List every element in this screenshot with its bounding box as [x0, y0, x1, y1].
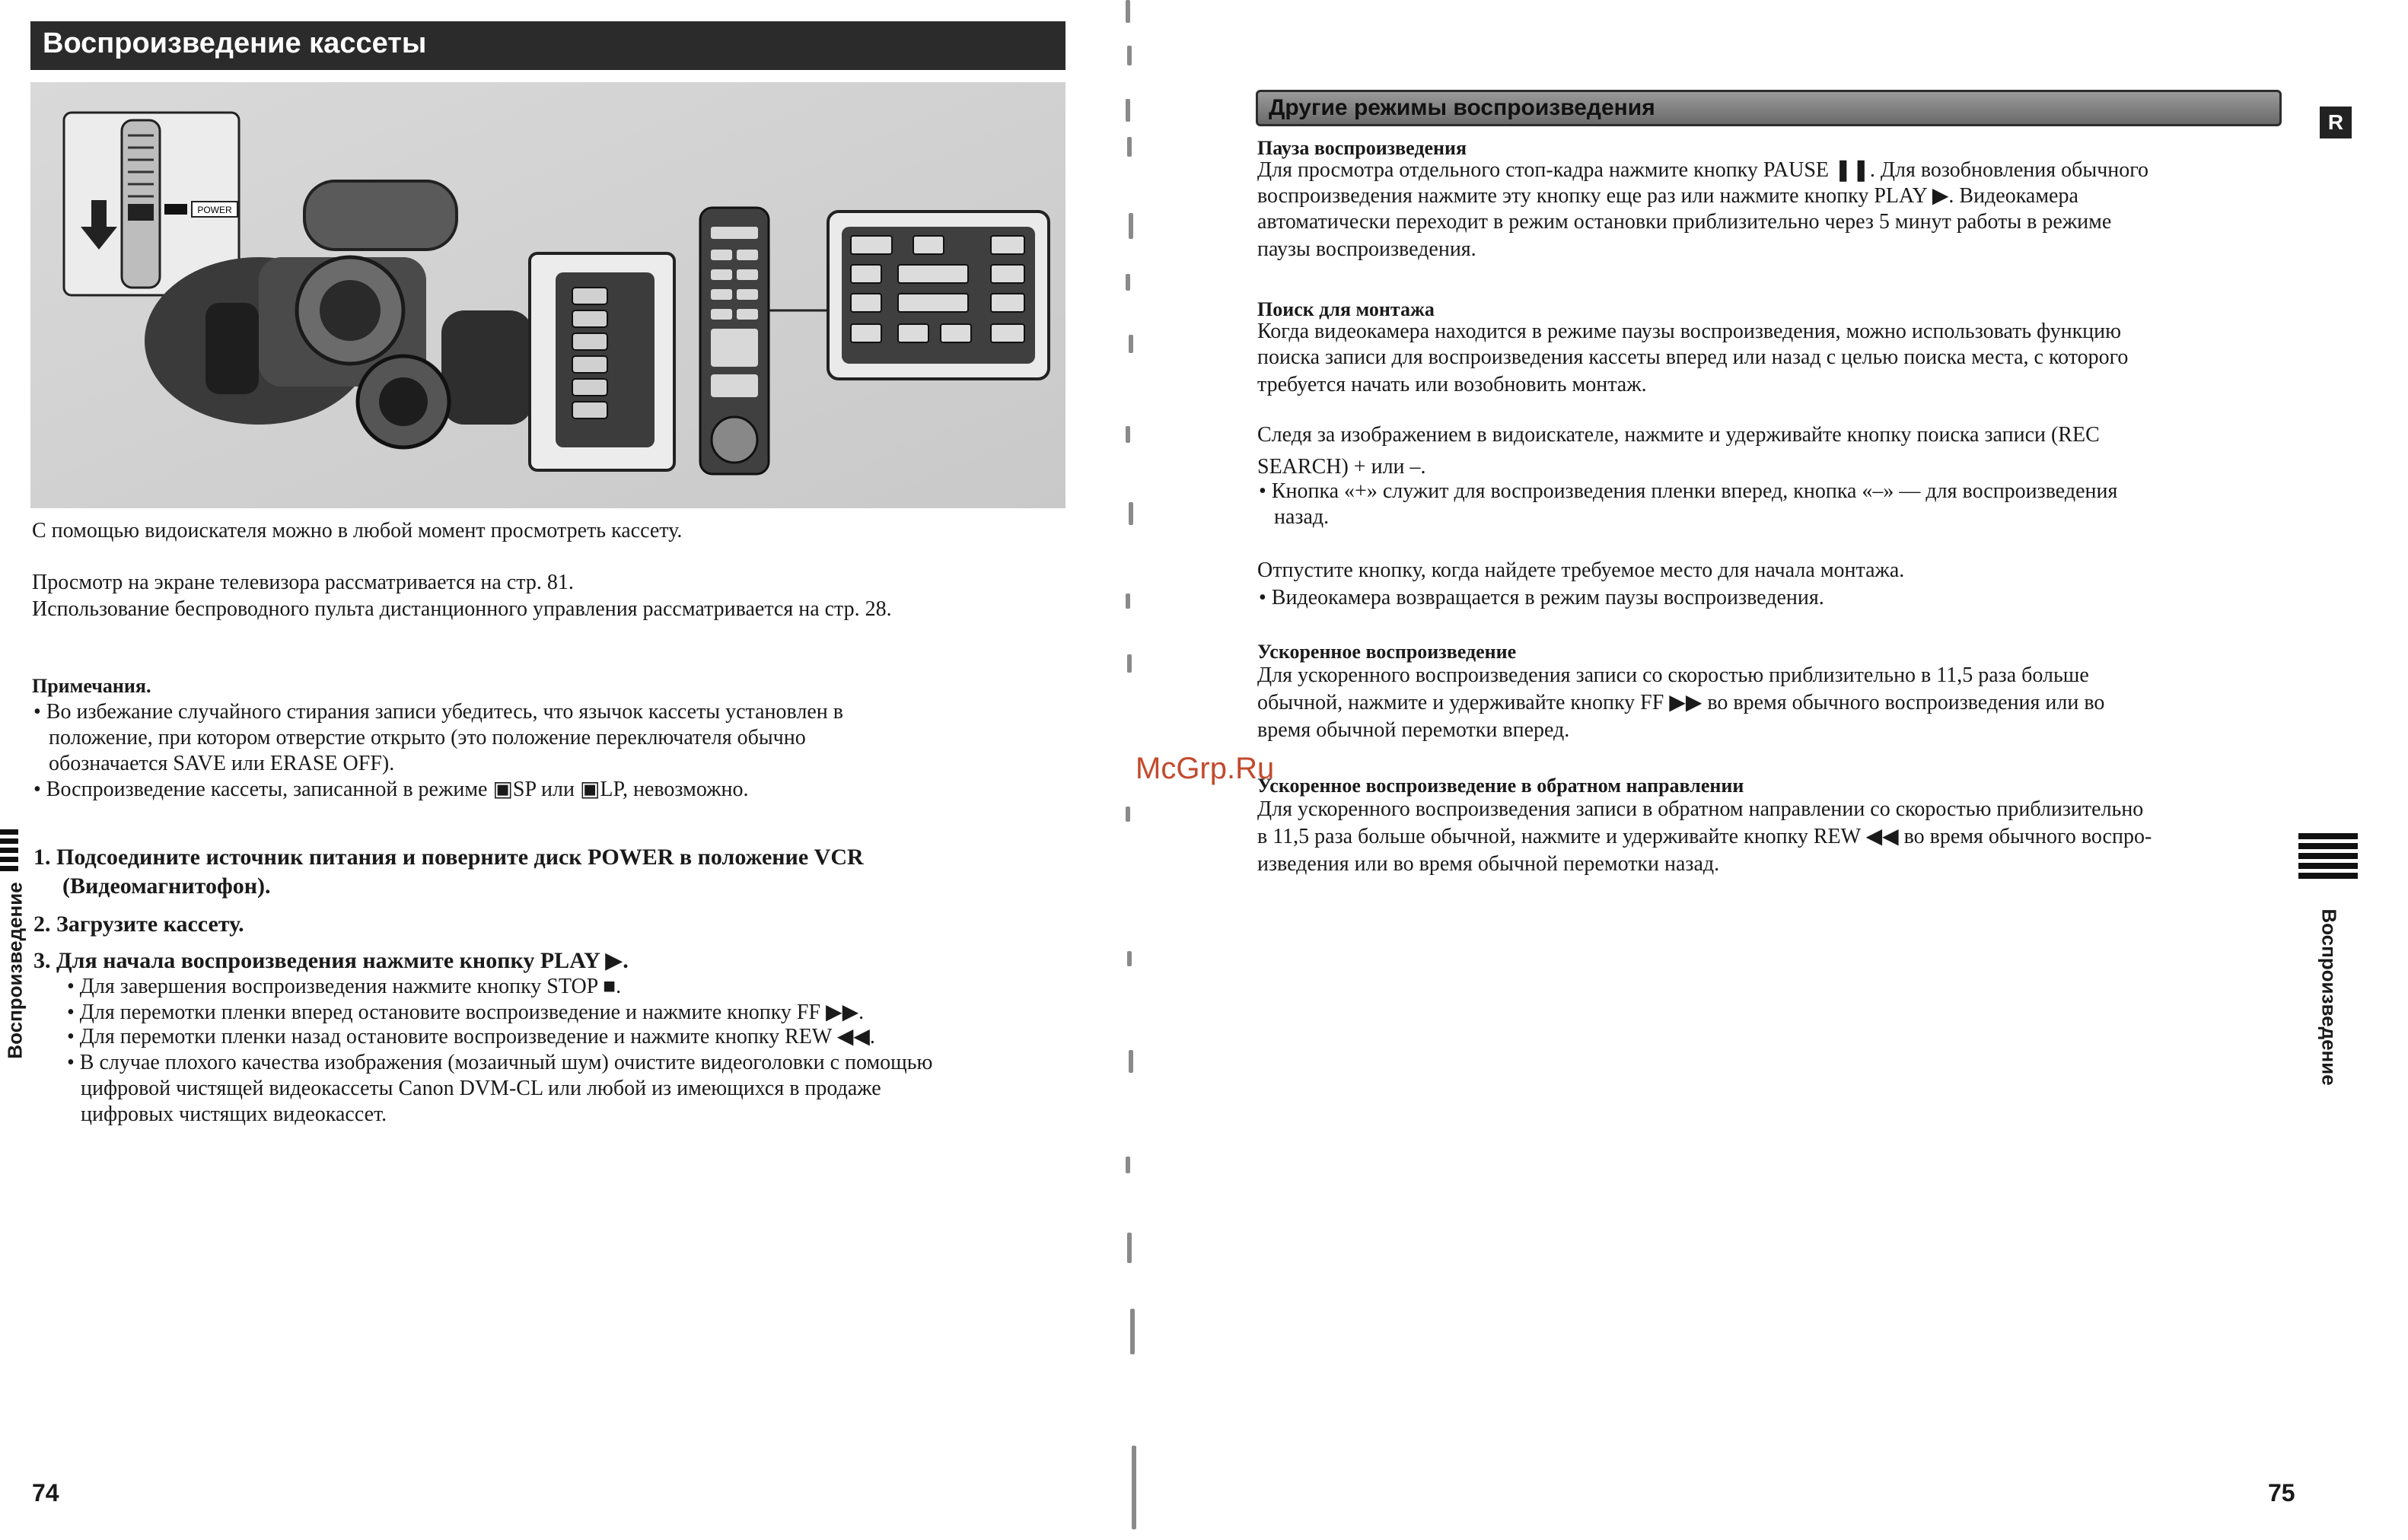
step-3: 3. Для начала воспроизведения нажмите кнопку PLAY ▶.	[33, 948, 629, 973]
step-1-cont: (Видеомагнитофон).	[62, 873, 271, 899]
heading-search: Поиск для монтажа	[1257, 298, 1435, 320]
search-line: Отпустите кнопку, когда найдете требуемое место для начала монтажа.	[1257, 558, 1905, 582]
section-title-playback: Воспроизведение кассеты	[30, 21, 1065, 70]
side-tab-right-label: Воспроизведение	[2317, 908, 2341, 1086]
note-line: обозначается SAVE или ERASE OFF).	[49, 752, 395, 775]
page-number-left: 74	[32, 1479, 59, 1507]
heading-pause: Пауза воспроизведения	[1257, 137, 1467, 159]
reverse-line: изведения или во время обычной перемотки назад.	[1257, 852, 1720, 876]
pause-line: паузы воспроизведения.	[1257, 237, 1476, 261]
heading-fast: Ускоренное воспроизведение	[1257, 641, 1517, 663]
note-line: • Воспроизведение кассеты, записанной в режиме ▣SP или ▣LP, невозможно.	[33, 778, 749, 801]
ref-remote: Использование беспроводного пульта дистанционного управления рассматривается на стр. 28.	[32, 597, 892, 621]
fast-line: Для ускоренного воспроизведения записи со скоростью приблизительно в 11,5 раза больше	[1257, 663, 2089, 687]
pause-line: автоматически переходит в режим остановки приблизительно через 5 минут работы в режиме	[1257, 210, 2112, 234]
ref-tv: Просмотр на экране телевизора рассматривается на стр. 81.	[32, 571, 574, 594]
step3-bullet: цифровых чистящих видеокассет.	[81, 1102, 387, 1126]
reverse-line: в 11,5 раза больше обычной, нажмите и удерживайте кнопку REW ◀◀ во время обычного воспро-	[1257, 825, 2152, 848]
side-tab-stripes	[2298, 833, 2358, 879]
search-line: Когда видеокамера находится в режиме паузы воспроизведения, можно использовать функцию	[1257, 320, 2122, 343]
search-line: Следя за изображением в видоискателе, нажмите и удерживайте кнопку поиска записи (REC	[1257, 423, 2100, 447]
note-line: • Во избежание случайного стирания записи убедитесь, что язычок кассеты установлен в	[33, 700, 843, 724]
side-tab-left	[0, 829, 27, 1080]
step3-bullet: • Для перемотки пленки вперед остановите воспроизведение и нажмите кнопку FF ▶▶.	[67, 1001, 865, 1024]
region-badge: R	[2320, 107, 2352, 138]
reverse-line: Для ускоренного воспроизведения записи в обратном направлении со скоростью приблизительно	[1257, 797, 2144, 821]
fast-line: время обычной перемотки вперед.	[1257, 718, 1570, 742]
search-bullet: • Видеокамера возвращается в режим паузы воспроизведения.	[1259, 586, 1824, 609]
search-bullet: назад.	[1274, 505, 1330, 529]
step-1: 1. Подсоедините источник питания и поверните диск POWER в положение VCR	[33, 845, 864, 870]
right-page	[1126, 0, 2408, 1540]
step-2: 2. Загрузите кассету.	[33, 912, 244, 937]
section-title-other-modes: Другие режимы воспроизведения	[1256, 90, 2282, 126]
search-line: SEARCH) + или –.	[1257, 455, 1426, 479]
search-line: требуется начать или возобновить монтаж.	[1257, 373, 1647, 396]
search-bullet: • Кнопка «+» служит для воспроизведения пленки вперед, кнопка «–» — для воспроизведения	[1259, 479, 2118, 503]
pause-line: Для просмотра отдельного стоп-кадра нажмите кнопку PAUSE ❚❚. Для возобновления обычного	[1257, 158, 2149, 182]
step3-bullet: • Для завершения воспроизведения нажмите кнопку STOP ■.	[67, 975, 622, 998]
side-tab-stripes	[0, 829, 18, 872]
intro-text: С помощью видоискателя можно в любой момент просмотреть кассету.	[32, 519, 683, 542]
left-page	[0, 0, 1126, 1540]
camcorder-illustration	[30, 82, 1065, 508]
side-tab-right	[2298, 833, 2359, 1099]
search-line: поиска записи для воспроизведения кассеты вперед или назад с целью поиска места, с которого	[1257, 345, 2129, 369]
watermark: McGrp.Ru	[1136, 752, 1275, 785]
step3-bullet: цифровой чистящей видеокассеты Canon DVM-CL или любой из имеющихся в продаже	[81, 1077, 881, 1100]
step3-bullet: • В случае плохого качества изображения (мозаичный шум) очистите видеоголовки с помощью	[67, 1051, 933, 1074]
notes-heading: Примечания.	[32, 675, 151, 697]
pause-line: воспроизведения нажмите эту кнопку еще раз или нажмите кнопку PLAY ▶. Видеокамера	[1257, 184, 2078, 208]
step3-bullet: • Для перемотки пленки назад остановите воспроизведение и нажмите кнопку REW ◀◀.	[67, 1025, 875, 1048]
note-line: положение, при котором отверстие открыто (это положение переключателя обычно	[49, 726, 806, 749]
figure-power-label: POWER	[197, 205, 232, 215]
side-tab-left-label: Воспроизведение	[3, 882, 27, 1059]
camcorder-illustration-svg	[30, 82, 1065, 508]
page-number-right: 75	[2268, 1479, 2295, 1507]
heading-reverse: Ускоренное воспроизведение в обратном направлении	[1257, 775, 1744, 797]
fast-line: обычной, нажмите и удерживайте кнопку FF ▶▶ во время обычного воспроизведения или во	[1257, 691, 2105, 714]
